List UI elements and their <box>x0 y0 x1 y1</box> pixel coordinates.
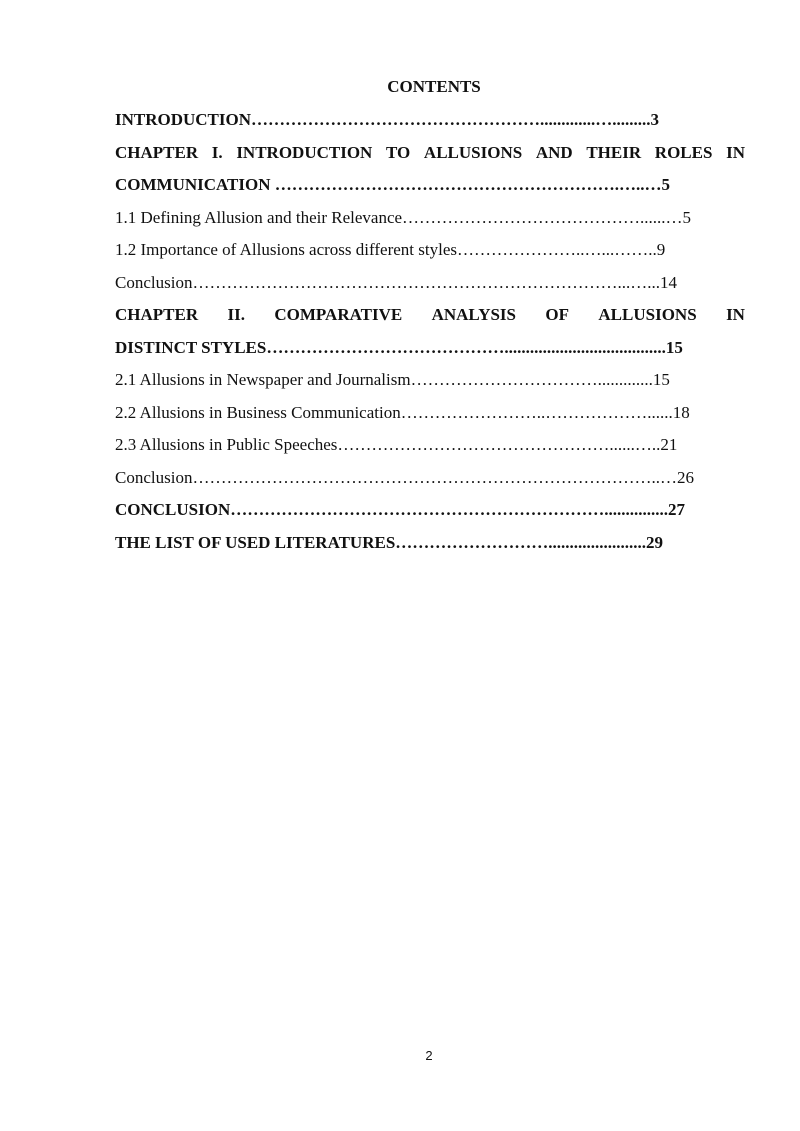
toc-word: AND <box>535 142 573 162</box>
toc-entry-2-2: 2.2 Allusions in Business Communication……………………..………………......18 <box>115 402 690 422</box>
contents-heading: CONTENTS <box>387 77 481 96</box>
toc-entry-2-3: 2.3 Allusions in Public Speeches…………………………………………......…..21 <box>115 435 678 454</box>
toc-entry-chapter-2-conclusion: Conclusion………………………………………………………………………..…26 <box>115 467 694 487</box>
toc-word: IN <box>726 142 745 162</box>
page-number: 2 <box>425 1048 433 1063</box>
toc-word: CHAPTER <box>115 305 199 324</box>
toc-word: CHAPTER <box>115 142 199 162</box>
toc-entry-literature: THE LIST OF USED LITERATURES……………………….......................29 <box>115 532 664 552</box>
toc-word: ANALYSIS <box>431 305 517 324</box>
toc-entry-chapter-1-conclusion: Conclusion…………………………………………………………………...…...14 <box>115 272 677 292</box>
toc-word: ALLUSIONS <box>598 305 697 324</box>
toc-entry-conclusion: CONCLUSION…………………………………………………………...............27 <box>115 500 685 519</box>
toc-word: IN <box>726 305 745 324</box>
toc-word: THEIR <box>586 142 642 162</box>
table-of-contents <box>115 108 745 563</box>
toc-word: ROLES <box>654 142 713 162</box>
toc-word: I. <box>211 142 223 162</box>
toc-entry-1-2: 1.2 Importance of Allusions across different styles…………………..…...……..9 <box>115 240 666 259</box>
toc-word: INTRODUCTION <box>236 142 373 162</box>
toc-word: II. <box>227 305 245 324</box>
toc-word: OF <box>545 305 570 324</box>
toc-entry-introduction: INTRODUCTION…………………………………………….............….........3 <box>115 110 660 129</box>
toc-entry-2-1: 2.1 Allusions in Newspaper and Journalism…………………………….............15 <box>115 370 670 389</box>
toc-entry-chapter-2-title <box>115 303 745 336</box>
toc-entry-1-1: 1.1 Defining Allusion and their Relevance……………………………………......…5 <box>115 207 692 227</box>
toc-entry-chapter-1-continued: COMMUNICATION …………………………………………………….…..…5 <box>115 175 671 194</box>
toc-word: TO <box>386 142 411 162</box>
toc-word: ALLUSIONS <box>423 142 523 162</box>
toc-entry-chapter-2-continued: DISTINCT STYLES……………………………………......................................15 <box>115 337 683 357</box>
toc-entry-chapter-1-title <box>115 141 745 174</box>
toc-word: COMPARATIVE <box>274 305 403 324</box>
